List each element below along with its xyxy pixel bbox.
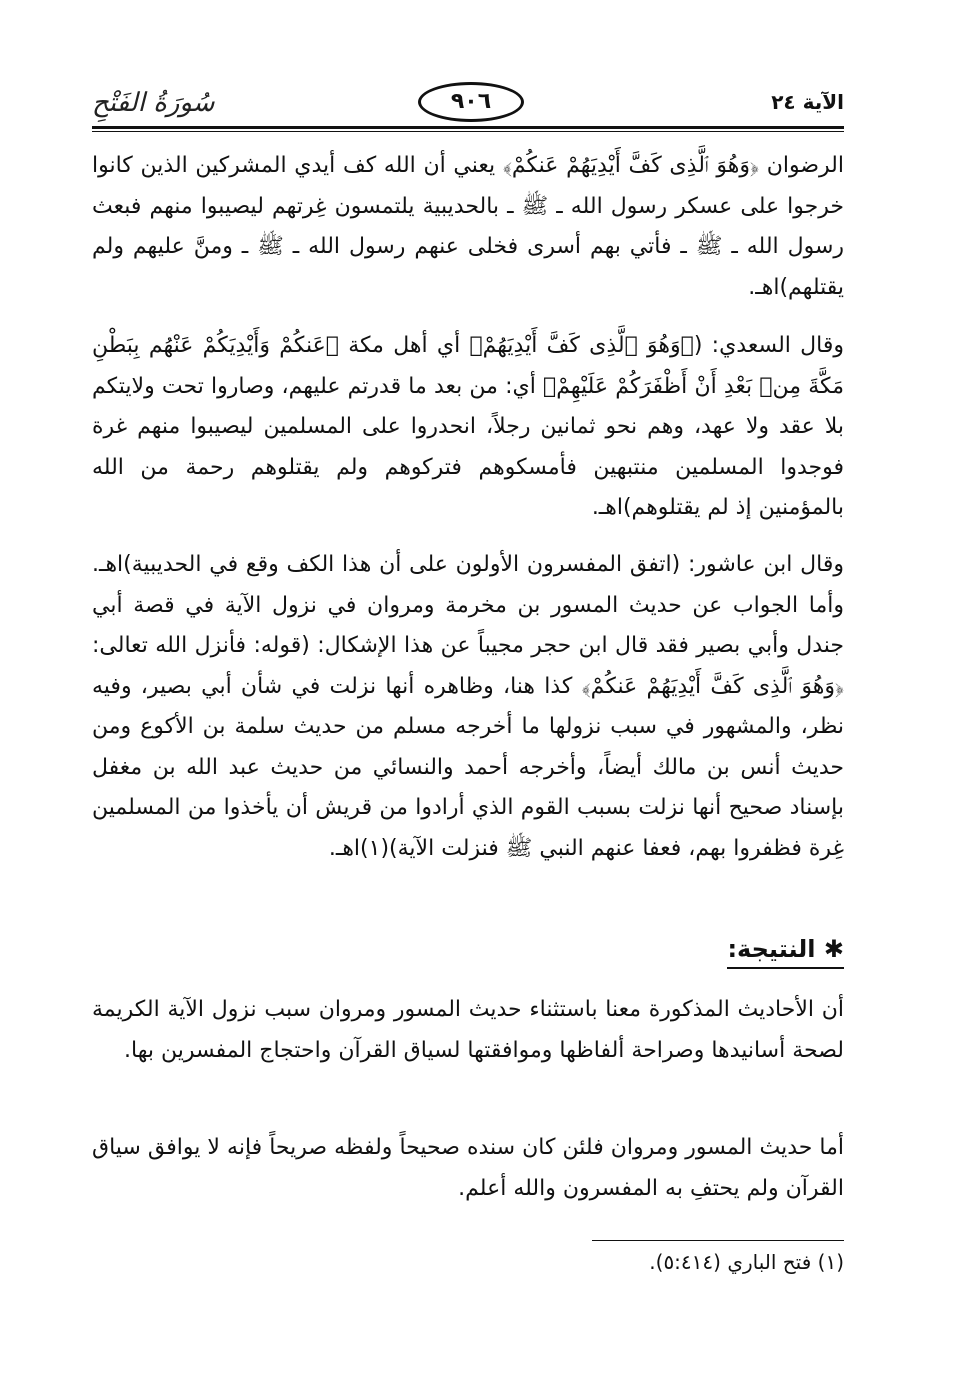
asterisk-icon: ✱ xyxy=(815,935,844,963)
page-number: ٩٠٦ xyxy=(418,82,524,122)
surah-title: سُورَةُ الفَتْحِ xyxy=(92,88,215,118)
header-divider xyxy=(92,126,844,129)
paragraph-3: وقال ابن عاشور: (اتفق المفسرون الأولون على أن هذا الكف وقع في الحديبية)اهـ. وأما الجواب عن حديث المسور بن مخرمة ومروان في نزول الآية في قصة أبي جندل وأبي بصير فقد قال ابن حجر مجيباً عن هذا الإشكال: (قوله: فأنزل الله تعالى: ﴿وَهُوَ ٱلَّذِى كَفَّ أَيْدِيَهُمْ عَنكُمْ﴾ كذا هنا، وظاهره أنها نزلت في شأن أبي بصير، وفيه نظر، والمشهور في سبب نزولها ما أخرجه مسلم من حديث سلمة بن الأكوع ومن حديث أنس بن مالك أيضاً، وأخرجه أحمد والنسائي من حديث عبد الله بن مغفل بإسناد صحيح أنها نزلت بسبب القوم الذي أرادوا من قريش أن يأخذوا من المسلمين غِرة فظفروا بهم، فعفا عنهم النبي ﷺ فنزلت الآية)(١)اهـ. xyxy=(92,552,844,861)
page-header xyxy=(92,82,844,122)
paragraph-5: أما حديث المسور ومروان فلئن كان سنده صحيحاً ولفظه صريحاً فإنه لا يوافق سياق القرآن ولم يحتفِ به المفسرون والله أعلم. xyxy=(92,1135,844,1201)
section-heading xyxy=(727,935,844,969)
heading-text: النتيجة: xyxy=(727,935,816,963)
paragraph-1: الرضوان ﴿وَهُوَ ٱلَّذِى كَفَّ أَيْدِيَهُمْ عَنكُمْ﴾ يعني أن الله كف أيدي المشركين الذين كانوا خرجوا على عسكر رسول الله ـ ﷺ ـ بالحديبية يلتمسون غِرتهم ليصيبوا منهم فبعث رسول الله ـ ﷺ ـ فأتي بهم أسرى فخلى عنهم رسول الله ـ ﷺ ـ ومنَّ عليهم ولم يقتلهم)اهـ. xyxy=(92,153,844,300)
verse-label: الآية ٢٤ xyxy=(771,90,844,114)
footnote-divider xyxy=(592,1240,844,1241)
footnote: (١) فتح الباري (٥:٤١٤). xyxy=(649,1250,844,1274)
header-divider-thin xyxy=(92,131,844,132)
paragraph-4: أن الأحاديث المذكورة معنا باستثناء حديث المسور ومروان سبب نزول الآية الكريمة لصحة أسانيدها وصراحة ألفاظها وموافقتها لسياق القرآن واحتجاج المفسرين بها. xyxy=(92,997,844,1063)
paragraph-2: وقال السعدي: (﴿وَهُوَ ٱلَّذِى كَفَّ أَيْدِيَهُمْ﴾ أي أهل مكة ﴿عَنكُمْ وَأَيْدِيَكُمْ عَنْهُم بِبَطْنِ مَكَّةَ مِنۢ بَعْدِ أَنْ أَظْفَرَكُمْ عَلَيْهِمْ﴾ أي: من بعد ما قدرتم عليهم، وصاروا تحت ولايتكم بلا عقد ولا عهد، وهم نحو ثمانين رجلاً، انحدروا على المسلمين ليصيبوا منهم غرة فوجدوا المسلمين منتبهين فأمسكوهم فتركوهم ولم يقتلوهم رحمة من الله بالمؤمنين إذ لم يقتلوهم)اهـ. xyxy=(92,333,844,520)
